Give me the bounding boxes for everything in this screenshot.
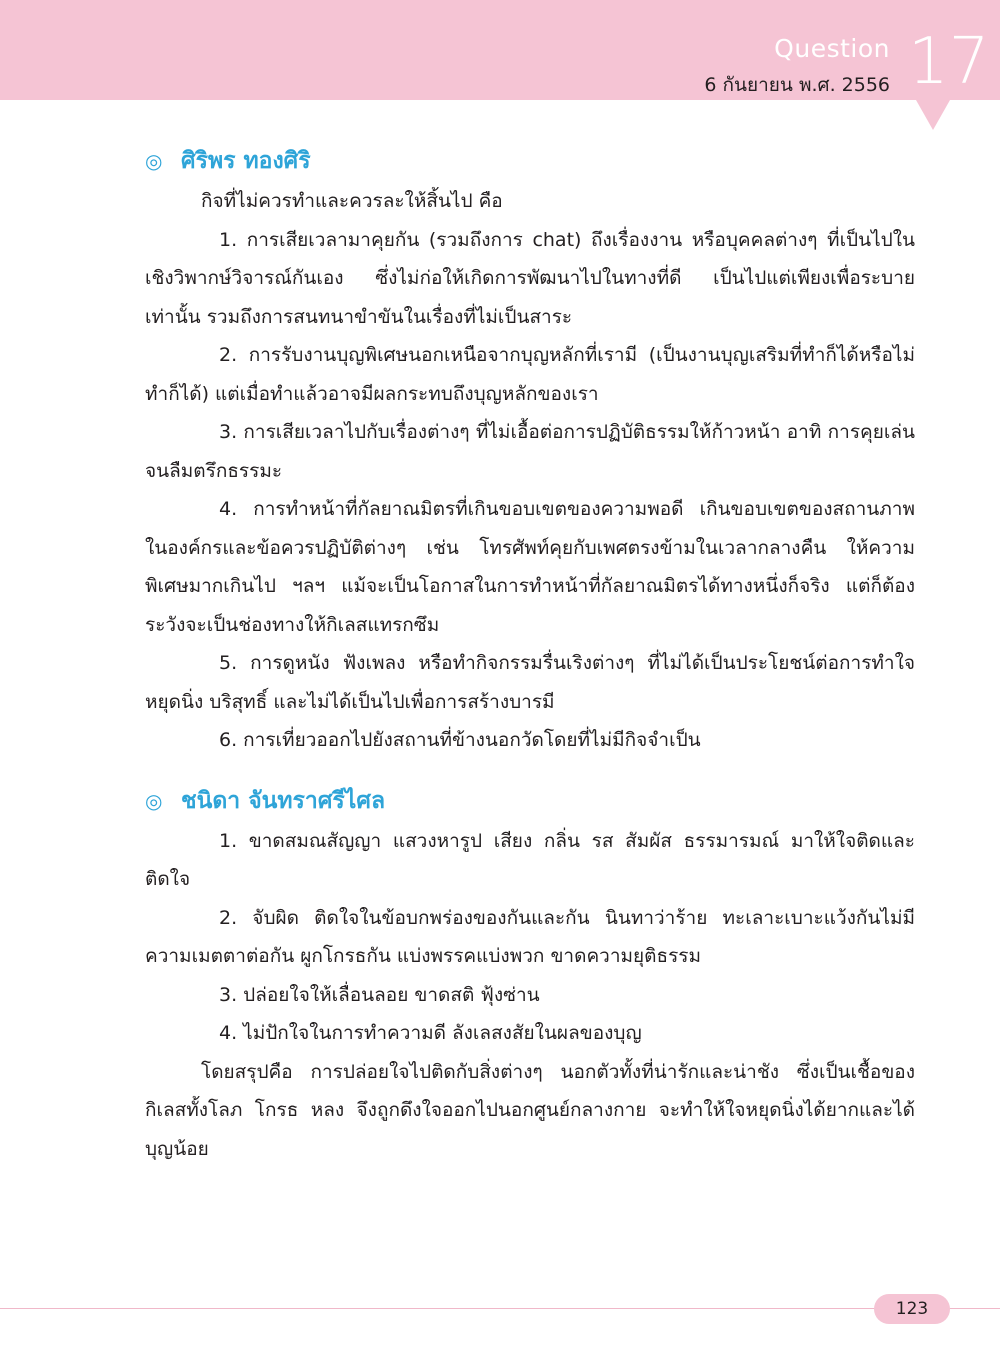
header-notch [916,100,950,130]
list-item: 1. ขาดสมณสัญญา แสวงหารูป เสียง กลิ่น รส สัมผัส ธรรมารมณ์ มาให้ใจติดและติดใจ [145,829,915,890]
summary-paragraph: โดยสรุปคือ การปล่อยใจไปติดกับสิ่งต่างๆ นอกตัวทั้งที่น่ารักและน่าชัง ซึ่งเป็นเชื้อของกิเลสทั้งโลภ โกรธ หลง จึงถูกดึงใจออกไปนอกศูนย์กลางกาย จะทำให้ใจหยุดนิ่งได้ยากและได้บุญน้อย [145,1060,915,1160]
list-item: 5. การดูหนัง ฟังเพลง หรือทำกิจกรรมรื่นเริงต่างๆ ที่ไม่ได้เป็นประโยชน์ต่อการทำใจหยุดนิ่ง บริสุทธิ์ และไม่ได้เป็นไปเพื่อการสร้างบารมี [145,652,915,713]
page-number: 123 [874,1294,950,1324]
list-item: 4. ไม่ปักใจในการทำความดี ลังเลสงสัยในผลของบุญ [219,1022,642,1044]
bullet-icon: ◎ [145,149,163,173]
question-label: Question [774,34,890,63]
bullet-icon: ◎ [145,788,163,813]
list-item: 2. การรับงานบุญพิเศษนอกเหนือจากบุญหลักที่เรามี (เป็นงานบุญเสริมที่ทำก็ได้หรือไม่ทำก็ได้) แต่เมื่อทำแล้วอาจมีผลกระทบถึงบุญหลักของเรา [145,344,915,405]
list-item: 2. จับผิด ติดใจในข้อบกพร่องของกันและกัน นินทาว่าร้าย ทะเลาะเบาะแว้งกันไม่มีความเมตตาต่อกัน ผูกโกรธกัน แบ่งพรรคแบ่งพวก ขาดความยุติธรรม [145,906,915,967]
list-item: 4. การทำหน้าที่กัลยาณมิตรที่เกินขอบเขตของความพอดี เกินขอบเขตของสถานภาพในองค์กรและข้อควรปฏิบัติต่างๆ เช่น โทรศัพท์คุยกับเพศตรงข้ามในเวลากลางคืน ให้ความพิเศษมากเกินไป ฯลฯ แม้จะเป็นโอกาสในการทำหน้าที่กัลยาณมิตรได้ทางหนึ่งก็จริง แต่ก็ต้องระวังจะเป็นช่องทางให้กิเลสแทรกซึม [145,498,915,636]
section-spacer [145,760,915,780]
page-content [145,140,915,1168]
section-intro: กิจที่ไม่ควรทำและควรละให้สิ้นไป คือ [201,190,503,212]
list-item: 6. การเที่ยวออกไปยังสถานที่ข้างนอกวัดโดยที่ไม่มีกิจจำเป็น [219,729,701,751]
section-heading-text: ศิริพร ทองศิริ [181,148,311,174]
list-item: 1. การเสียเวลามาคุยกัน (รวมถึงการ chat) ถึงเรื่องงาน หรือบุคคลต่างๆ ที่เป็นไปในเชิงวิพากษ์วิจารณ์กันเอง ซึ่งไม่ก่อให้เกิดการพัฒนาไปในทางที่ดี เป็นไปแต่เพียงเพื่อระบายเท่านั้น รวมถึงการสนทนาขำขันในเรื่องที่ไม่เป็นสาระ [145,228,915,328]
section-heading-2 [145,780,915,822]
question-number: 17 [908,25,990,99]
section-heading-1 [145,140,915,182]
question-date: 6 กันยายน พ.ศ. 2556 [704,74,890,96]
section-heading-text: ชนิดา จันทราศรีไศล [181,787,386,814]
footer-divider [0,1308,1000,1309]
list-item: 3. ปล่อยใจให้เลื่อนลอย ขาดสติ ฟุ้งซ่าน [219,983,540,1006]
list-item: 3. การเสียเวลาไปกับเรื่องต่างๆ ที่ไม่เอื้อต่อการปฏิบัติธรรมให้ก้าวหน้า อาทิ การคุยเล่นจนลืมตรึกธรรมะ [145,421,915,482]
